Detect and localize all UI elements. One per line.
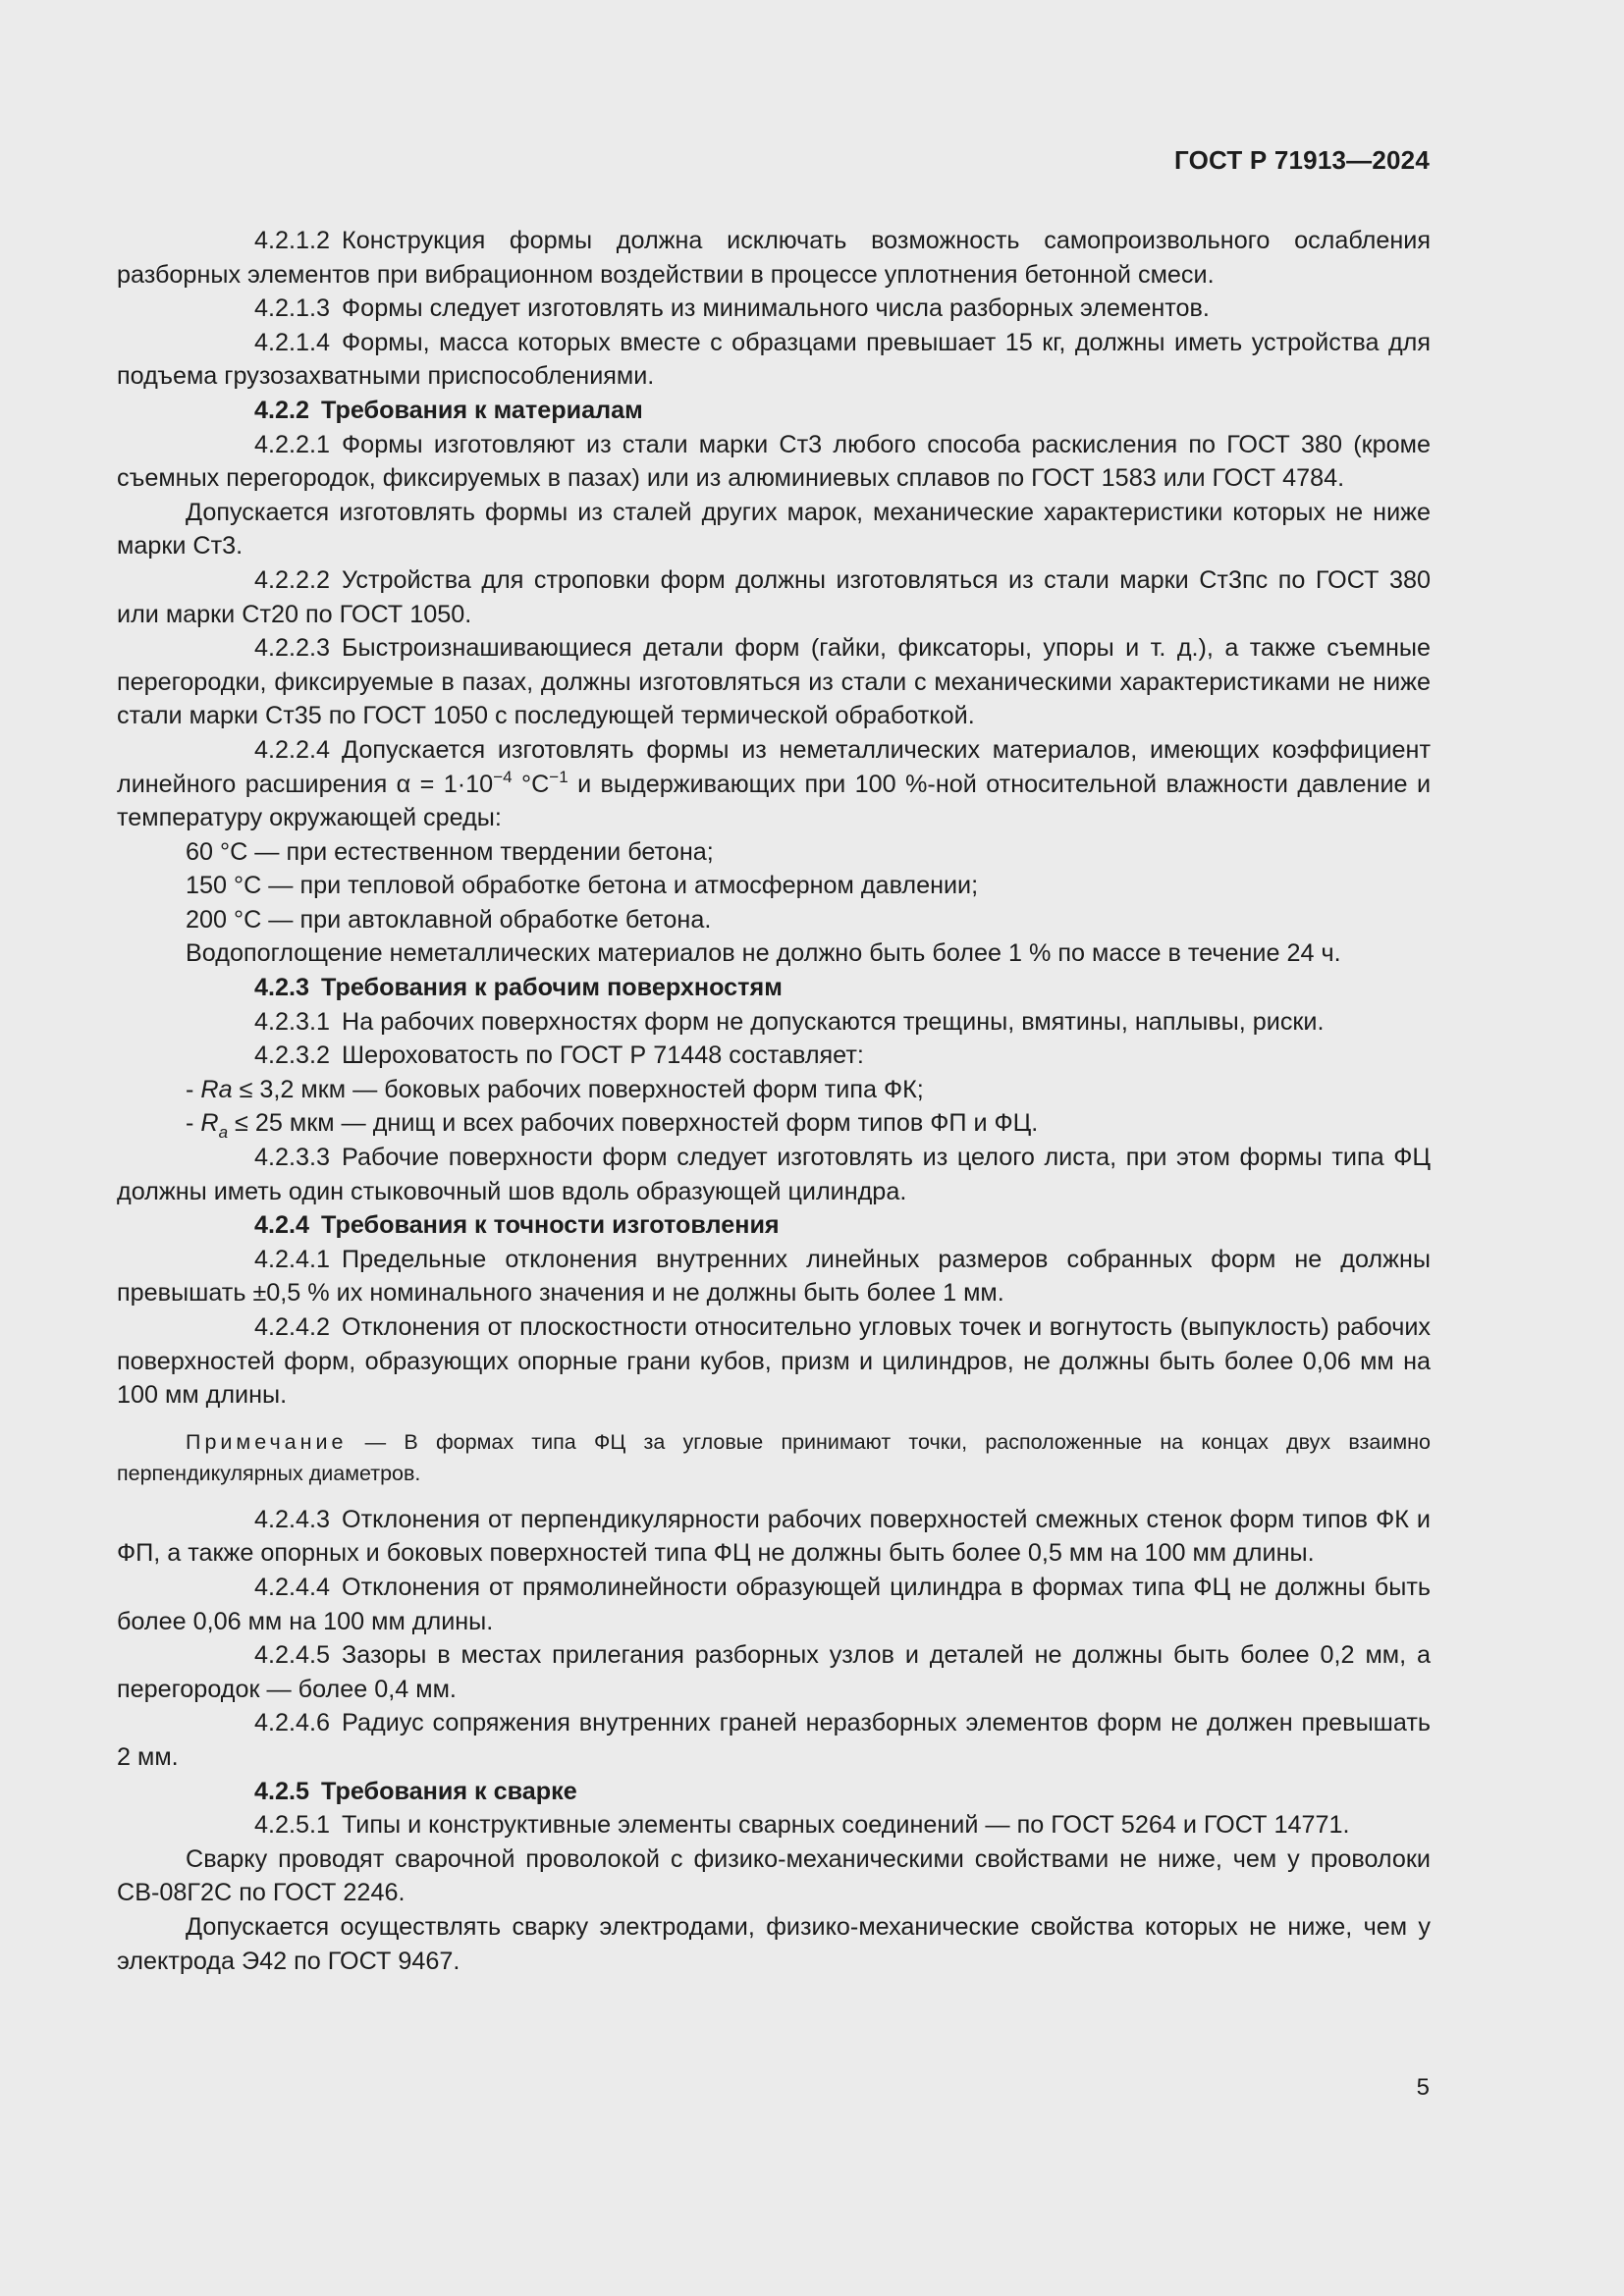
clause-4-2-1-2	[117, 224, 1431, 292]
clause-4-2-3-3	[117, 1141, 1431, 1208]
clause-text: Рабочие поверхности форм следует изготовлять из целого листа, при этом формы типа ФЦ должны иметь один стыковочный шов вдоль образующей цилиндра.	[117, 1144, 1431, 1205]
clause-4-2-4-4	[117, 1571, 1431, 1638]
section-number: 4.2.5	[254, 1777, 310, 1805]
clause-number: 4.2.4.6	[254, 1709, 331, 1737]
clause-text: и выдерживающих при 100 %-ной относительной влажности давление и температуру окружающей среды:	[117, 770, 1432, 832]
section-heading-4-2-5	[117, 1775, 1431, 1809]
list-dash: -	[186, 1109, 201, 1138]
clause-number: 4.2.2.2	[254, 565, 331, 594]
roughness-subscript: a	[218, 1123, 229, 1143]
document-body	[117, 224, 1431, 1978]
paragraph-other-steels: Допускается изготовлять формы из сталей других марок, механические характеристики которых не ниже марки Ст3.	[117, 498, 1431, 561]
clause-4-2-4-2	[117, 1310, 1431, 1413]
clause-text: Радиус сопряжения внутренних граней неразборных элементов форм не должен превышать 2 мм.	[117, 1709, 1431, 1771]
clause-text: Формы следует изготовлять из минимального числа разборных элементов.	[342, 294, 1210, 323]
clause-number: 4.2.3.1	[254, 1007, 331, 1036]
clause-4-2-1-3	[117, 292, 1431, 326]
clause-text: Допускается изготовлять формы из неметаллических материалов, имеющих коэффициент линейного расширения α = 1·10	[117, 735, 1431, 798]
clause-number: 4.2.4.2	[254, 1313, 331, 1341]
clause-text: Устройства для строповки форм должны изготовляться из стали марки Ст3пс по ГОСТ 380 или марки Ст20 по ГОСТ 1050.	[117, 565, 1431, 628]
clause-text: Формы, масса которых вместе с образцами превышает 15 кг, должны иметь устройства для подъема грузозахватными приспособлениями.	[117, 328, 1431, 391]
clause-4-2-2-2	[117, 563, 1431, 631]
note-label: Примечание	[186, 1429, 348, 1454]
list-item: 150 °С — при тепловой обработке бетона и атмосферном давлении;	[186, 872, 979, 900]
clause-4-2-2-4	[117, 733, 1431, 835]
clause-text: Зазоры в местах прилегания разборных узлов и деталей не должны быть более 0,2 мм, а перегородок — более 0,4 мм.	[117, 1641, 1431, 1703]
list-text: ≤ 25 мкм — днищ и всех рабочих поверхностей форм типов ФП и ФЦ.	[228, 1109, 1039, 1138]
list-item-roughness-fp	[117, 1106, 1431, 1141]
clause-text: Шероховатость по ГОСТ Р 71448 составляет:	[342, 1041, 864, 1070]
clause-number: 4.2.4.4	[254, 1573, 331, 1601]
clause-4-2-3-1	[117, 1005, 1431, 1040]
note-text: — В формах типа ФЦ за угловые принимают точки, расположенные на концах двух взаимно перпендикулярных диаметров.	[117, 1429, 1431, 1485]
clause-text: Предельные отклонения внутренних линейных размеров собранных форм не должны превышать ±0,5 % их номинального значения и не должны быть более 1 мм.	[117, 1245, 1431, 1308]
section-heading-4-2-3	[117, 971, 1431, 1005]
list-dash: -	[186, 1075, 201, 1103]
clause-number: 4.2.1.3	[254, 294, 331, 323]
paragraph-welding-electrodes: Допускается осуществлять сварку электродами, физико-механические свойства которых не ниже, чем у электрода Э42 по ГОСТ 9467.	[117, 1912, 1431, 1975]
clause-number: 4.2.3.3	[254, 1144, 331, 1172]
clause-text: Отклонения от прямолинейности образующей цилиндра в формах типа ФЦ не должны быть более 0,06 мм на 100 мм длины.	[117, 1573, 1431, 1635]
clause-text: Формы изготовляют из стали марки Ст3 любого способа раскисления по ГОСТ 380 (кроме съемных перегородок, фиксируемых в пазах) или из алюминиевых сплавов по ГОСТ 1583 или ГОСТ 4784.	[117, 430, 1431, 493]
clause-text: Конструкция формы должна исключать возможность самопроизвольного ослабления разборных элементов при вибрационном воздействии в процессе уплотнения бетонной смеси.	[117, 227, 1431, 289]
clause-4-2-2-3	[117, 631, 1431, 733]
clause-text: Быстроизнашивающиеся детали форм (гайки, фиксаторы, упоры и т. д.), а также съемные перегородки, фиксируемые в пазах, должны изготовляться из стали с механическими характеристиками не ниже стали марки Ст35 по ГОСТ 1050 с последующей термической обработкой.	[117, 634, 1431, 730]
clause-number: 4.2.5.1	[254, 1811, 331, 1840]
clause-4-2-2-1	[117, 428, 1431, 496]
clause-4-2-3-2	[117, 1039, 1431, 1073]
clause-4-2-4-6	[117, 1706, 1431, 1774]
clause-4-2-4-1	[117, 1243, 1431, 1310]
clause-number: 4.2.4.5	[254, 1641, 331, 1670]
roughness-symbol: R	[200, 1109, 219, 1138]
exponent: −4	[493, 767, 513, 786]
clause-number: 4.2.2.1	[254, 430, 331, 458]
section-heading-4-2-4	[117, 1208, 1431, 1243]
section-number: 4.2.3	[254, 974, 310, 1002]
exponent: −1	[549, 767, 568, 786]
clause-number: 4.2.1.4	[254, 328, 331, 356]
note	[117, 1426, 1431, 1489]
list-item: 200 °С — при автоклавной обработке бетона.	[186, 905, 712, 934]
clause-number: 4.2.1.2	[254, 227, 331, 254]
clause-4-2-4-5	[117, 1638, 1431, 1706]
clause-number: 4.2.2.4	[254, 735, 331, 764]
clause-4-2-5-1	[117, 1808, 1431, 1842]
clause-text: Типы и конструктивные элементы сварных соединений — по ГОСТ 5264 и ГОСТ 14771.	[342, 1811, 1350, 1840]
roughness-symbol: Ra	[200, 1075, 233, 1103]
section-title: Требования к рабочим поверхностям	[321, 974, 783, 1002]
list-item: 60 °С — при естественном твердении бетона;	[186, 837, 714, 866]
list-text: ≤ 3,2 мкм — боковых рабочих поверхностей форм типа ФК;	[232, 1075, 924, 1103]
clause-4-2-4-3	[117, 1503, 1431, 1571]
clause-number: 4.2.2.3	[254, 634, 331, 663]
clause-number: 4.2.3.2	[254, 1041, 331, 1070]
clause-number: 4.2.4.1	[254, 1245, 331, 1273]
list-item-roughness-fk	[117, 1073, 1431, 1107]
clause-text: Отклонения от плоскостности относительно угловых точек и вогнутость (выпуклость) рабочих поверхностей форм, образующих опорные грани кубов, призм и цилиндров, не должны быть более 0,06 мм на 100 мм длины.	[117, 1313, 1431, 1410]
clause-text: °С	[512, 770, 550, 798]
clause-number: 4.2.4.3	[254, 1505, 331, 1533]
section-title: Требования к сварке	[321, 1777, 577, 1805]
section-number: 4.2.4	[254, 1211, 310, 1240]
section-title: Требования к материалам	[321, 396, 643, 424]
document-header: ГОСТ Р 71913—2024	[1174, 145, 1430, 175]
paragraph-welding-wire: Сварку проводят сварочной проволокой с физико-механическими свойствами не ниже, чем у проволоки СВ-08Г2С по ГОСТ 2246.	[117, 1844, 1431, 1907]
page-number: 5	[1416, 2074, 1430, 2101]
section-title: Требования к точности изготовления	[321, 1211, 780, 1240]
section-heading-4-2-2	[117, 394, 1431, 428]
paragraph-water-absorption: Водопоглощение неметаллических материалов не должно быть более 1 % по массе в течение 24 ч.	[186, 939, 1341, 968]
clause-text: Отклонения от перпендикулярности рабочих поверхностей смежных стенок форм типов ФК и ФП, а также опорных и боковых поверхностей типа ФЦ не должны быть более 0,5 мм на 100 мм длины.	[117, 1505, 1431, 1568]
clause-text: На рабочих поверхностях форм не допускаются трещины, вмятины, наплывы, риски.	[342, 1007, 1325, 1036]
clause-4-2-1-4	[117, 326, 1431, 394]
section-number: 4.2.2	[254, 396, 310, 424]
